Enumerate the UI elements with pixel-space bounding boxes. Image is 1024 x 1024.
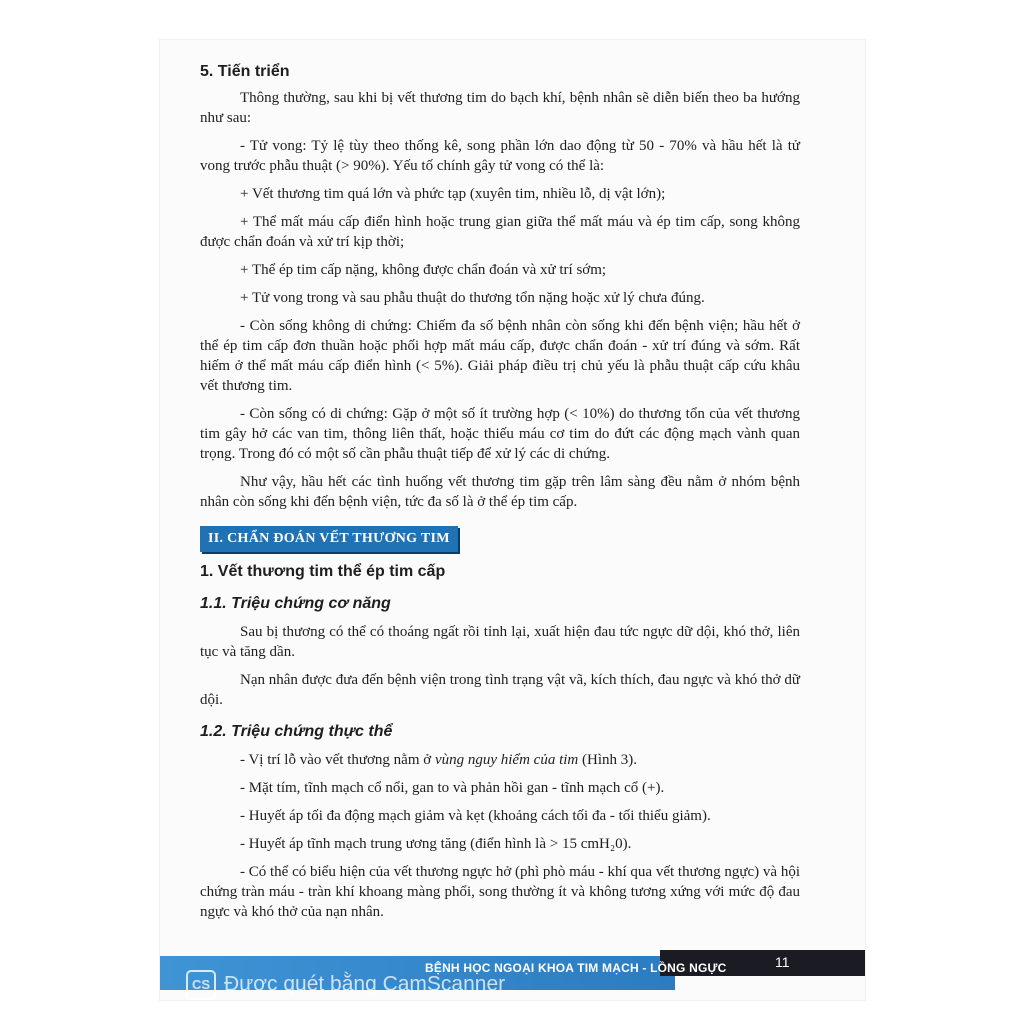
- document-page: [160, 40, 865, 1000]
- subsubsection-heading: 1.1. Triệu chứng cơ năng: [200, 595, 391, 612]
- paragraph: - Tử vong: Tỷ lệ tùy theo thống kê, song phần lớn dao động từ 50 - 70% và hầu hết là tử vong trước phẫu thuật (> 90%). Yếu tố chính gây tử vong có thể là:: [200, 138, 800, 174]
- list-item: - Huyết áp tối đa động mạch giảm và kẹt (khoảng cách tối đa - tối thiểu giảm).: [240, 808, 711, 824]
- page-content: [200, 62, 800, 930]
- list-item: [200, 750, 800, 770]
- list-item: - Có thể có biểu hiện của vết thương ngực hở (phì phò máu - khí qua vết thương ngực) và hội chứng tràn máu - tràn khí khoang màng phổi, song thường ít và không tương xứng với mức độ đau ngực và khó thở của nạn nhân.: [200, 864, 800, 920]
- section-banner-chan-doan: II. CHẨN ĐOÁN VẾT THƯƠNG TIM: [200, 526, 458, 552]
- paragraph: Sau bị thương có thể có thoáng ngất rồi tỉnh lại, xuất hiện đau tức ngực dữ dội, khó thở, liên tục và tăng dần.: [200, 624, 800, 660]
- section-heading-tien-trien: 5. Tiến triển: [200, 63, 290, 80]
- paragraph: Nạn nhân được đưa đến bệnh viện trong tình trạng vật vã, kích thích, đau ngực và khó thở dữ dội.: [200, 672, 800, 708]
- paragraph: Thông thường, sau khi bị vết thương tim do bạch khí, bệnh nhân sẽ diễn biến theo ba hướng như sau:: [200, 90, 800, 126]
- paragraph: - Còn sống có di chứng: Gặp ở một số ít trường hợp (< 10%) do thương tổn của vết thương tim gây hở các van tim, thông liên thất, hoặc thiếu máu cơ tim do đứt các động mạch vành quan trọng. Trong đó có một số cần phẫu thuật tiếp để xử lý các di chứng.: [200, 406, 800, 462]
- bullet-item: + Thể ép tim cấp nặng, không được chẩn đoán và xử trí sớm;: [240, 262, 607, 278]
- list-text: (Hình 3).: [578, 752, 638, 768]
- subsection-heading: 1. Vết thương tim thể ép tim cấp: [200, 563, 446, 580]
- paragraph: Như vậy, hầu hết các tình huống vết thương tim gặp trên lâm sàng đều nằm ở nhóm bệnh nhân còn sống khi đến bệnh viện, tức đa số là ở thể ép tim cấp.: [200, 474, 800, 510]
- bullet-item: + Vết thương tim quá lớn và phức tạp (xuyên tim, nhiều lỗ, dị vật lớn);: [240, 186, 666, 202]
- bullet-item: + Thể mất máu cấp điển hình hoặc trung gian giữa thể mất máu và ép tim cấp, song không được chẩn đoán và xử trí kịp thời;: [200, 214, 800, 250]
- subsubsection-heading: 1.2. Triệu chứng thực thể: [200, 723, 393, 740]
- italic-emphasis: vùng nguy hiểm của tim: [434, 752, 579, 768]
- paragraph: - Còn sống không di chứng: Chiếm đa số bệnh nhân còn sống khi đến bệnh viện; hầu hết ở thể ép tim cấp đơn thuần hoặc phối hợp mất máu cấp, được chẩn đoán - xử trí đúng và sớm. Rất hiếm ở thể mất máu cấp điển hình (< 5%). Giải pháp điều trị chủ yếu là phẫu thuật cấp cứu khâu vết thương tim.: [200, 318, 800, 394]
- footer-book-title: BỆNH HỌC NGOẠI KHOA TIM MẠCH - LỒNG NGỰC: [425, 961, 727, 975]
- watermark-text: Được quét bằng CamScanner: [224, 972, 506, 996]
- list-text: - Vị trí lỗ vào vết thương nằm ở: [240, 752, 435, 768]
- camscanner-logo-icon: CS: [186, 970, 216, 1000]
- camscanner-watermark: [186, 970, 505, 1000]
- bullet-item: + Tử vong trong và sau phẫu thuật do thương tổn nặng hoặc xử lý chưa đúng.: [240, 290, 705, 306]
- list-item: - Mặt tím, tĩnh mạch cổ nổi, gan to và phản hồi gan - tĩnh mạch cổ (+).: [240, 780, 665, 796]
- page-number: 11: [775, 954, 790, 970]
- list-item: - Huyết áp tĩnh mạch trung ương tăng (điển hình là > 15 cmH₂0).: [240, 836, 632, 852]
